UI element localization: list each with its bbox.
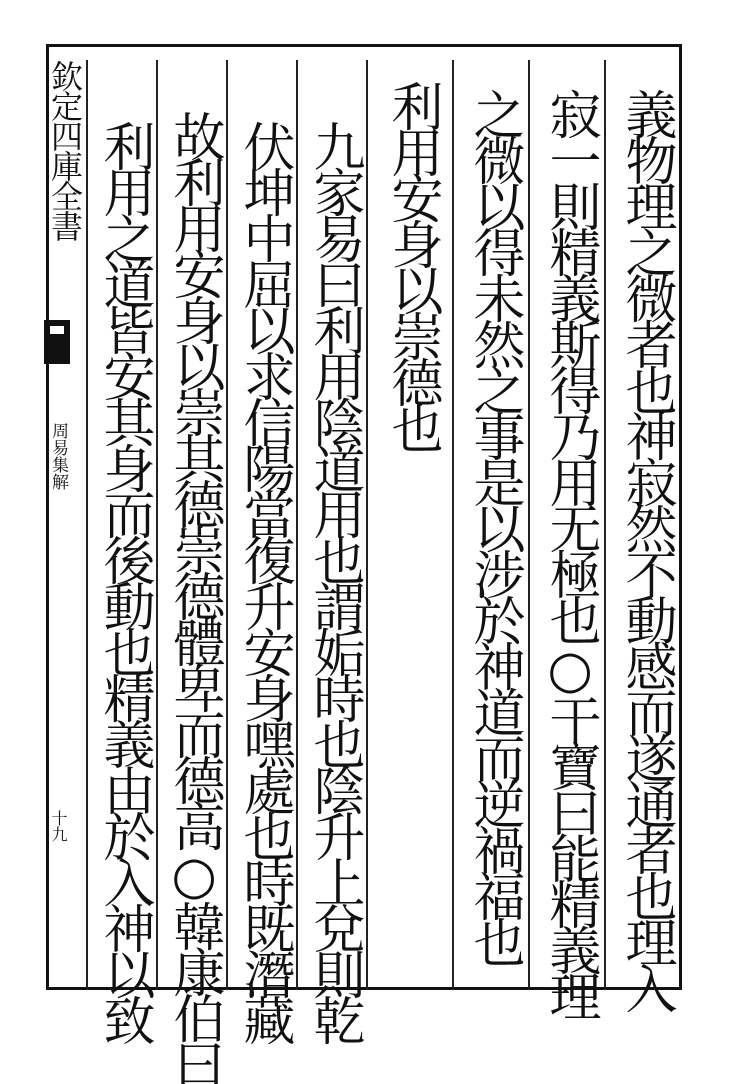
text-column-3: 之微以得未然之事是以涉於神道而逆禍福也 (464, 88, 524, 962)
margin-page-number: 十九 (49, 810, 68, 842)
text-column-1: 義物理之微者也神寂然不動感而遂通者也理入 (616, 88, 676, 1008)
text-column-8: 利用之道皆安其身而後動也精義由於入神以致 (94, 120, 154, 1040)
text-column-6: 伏坤中屈以求信陽當復升安身嘿處也時既潛藏 (234, 120, 294, 1040)
margin-book-series-title: 欽定四庫全書 (46, 60, 84, 240)
column-rule (296, 60, 298, 990)
text-column-5: 九家易曰利用陰道用也謂姤時也陰升上兌則乾 (304, 120, 364, 1040)
column-rule (528, 60, 530, 990)
text-column-7: 故利用安身以崇其德崇德體卑而德高○韓康伯曰 (164, 110, 224, 1084)
text-column-4: 利用安身以崇德也 (382, 80, 442, 448)
column-rule (604, 60, 606, 990)
text-column-2: 寂一則精義斯得乃用无極也○干寶曰能精義理 (540, 88, 600, 1016)
column-rule (226, 60, 228, 990)
margin-book-title: 周易集解 (48, 422, 68, 490)
column-rule (452, 60, 454, 990)
column-rule (156, 60, 158, 990)
column-rule (86, 60, 88, 990)
column-rule (366, 60, 368, 990)
fishtail-mark (44, 320, 70, 364)
